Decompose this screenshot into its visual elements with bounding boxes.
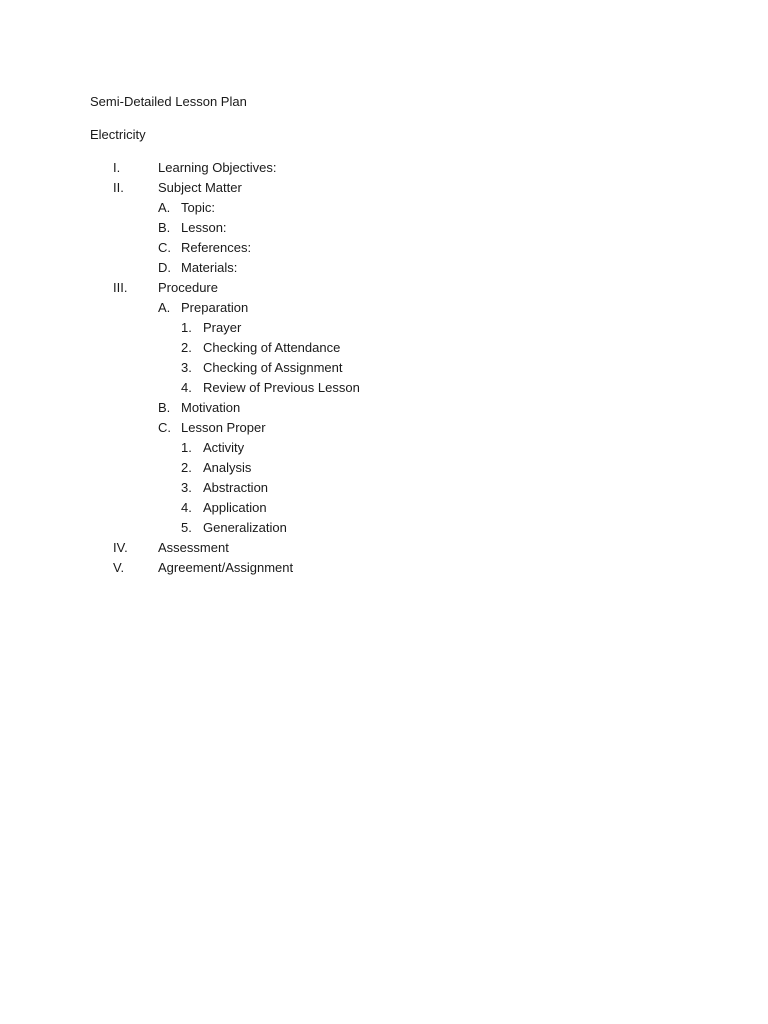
outline-item-marker: I. [113, 160, 121, 175]
outline-item-marker: C. [158, 420, 171, 435]
outline-item-text: Topic: [181, 200, 215, 215]
outline-item-marker: 3. [181, 360, 192, 375]
outline-item [0, 420, 768, 440]
outline-item [0, 380, 768, 400]
outline-item [0, 260, 768, 280]
outline-item-text: Checking of Assignment [203, 360, 343, 375]
outline-item-marker: V. [113, 560, 125, 575]
outline-item-marker: D. [158, 260, 171, 275]
outline-item [0, 560, 768, 580]
outline-item-text: Application [203, 500, 267, 515]
outline-item [0, 300, 768, 320]
outline-item-marker: B. [158, 400, 171, 415]
outline-item [0, 480, 768, 500]
document-subtitle: Electricity [90, 127, 146, 142]
outline-item [0, 360, 768, 380]
outline-item-text: Checking of Attendance [203, 340, 341, 355]
outline-item-text: Prayer [203, 320, 242, 335]
outline-item-marker: 1. [181, 440, 192, 455]
outline-item-text: Activity [203, 440, 245, 455]
outline-item-text: Learning Objectives: [158, 160, 277, 175]
outline-item [0, 520, 768, 540]
outline-item [0, 440, 768, 460]
outline-item [0, 220, 768, 240]
outline-item [0, 160, 768, 180]
lesson-outline [0, 160, 768, 580]
outline-item-marker: C. [158, 240, 171, 255]
outline-item-marker: IV. [113, 540, 128, 555]
outline-item-text: Lesson: [181, 220, 227, 235]
outline-item-text: Procedure [158, 280, 218, 295]
outline-item-marker: 4. [181, 500, 192, 515]
outline-item [0, 180, 768, 200]
outline-item-text: Analysis [203, 460, 252, 475]
outline-item [0, 200, 768, 220]
outline-item-marker: 5. [181, 520, 192, 535]
outline-item [0, 320, 768, 340]
outline-item [0, 500, 768, 520]
outline-item-text: Preparation [181, 300, 249, 315]
outline-item-marker: A. [158, 300, 171, 315]
outline-item-marker: 3. [181, 480, 192, 495]
outline-item-marker: III. [113, 280, 128, 295]
outline-item-marker: A. [158, 200, 171, 215]
outline-item [0, 340, 768, 360]
outline-item [0, 540, 768, 560]
outline-item-text: Abstraction [203, 480, 269, 495]
outline-item-text: Subject Matter [158, 180, 242, 195]
outline-item-marker: 2. [181, 340, 192, 355]
outline-item-marker: II. [113, 180, 124, 195]
outline-item-text: References: [181, 240, 252, 255]
outline-item [0, 400, 768, 420]
outline-item-marker: 2. [181, 460, 192, 475]
outline-item-marker: 4. [181, 380, 192, 395]
outline-item-text: Agreement/Assignment [158, 560, 294, 575]
document-title: Semi-Detailed Lesson Plan [90, 94, 247, 109]
outline-item [0, 460, 768, 480]
outline-item-marker: B. [158, 220, 171, 235]
outline-item [0, 240, 768, 260]
outline-item-text: Generalization [203, 520, 287, 535]
outline-item-text: Review of Previous Lesson [203, 380, 360, 395]
outline-item [0, 280, 768, 300]
outline-item-text: Assessment [158, 540, 229, 555]
outline-item-text: Materials: [181, 260, 238, 275]
outline-item-text: Lesson Proper [181, 420, 266, 435]
outline-item-marker: 1. [181, 320, 192, 335]
outline-item-text: Motivation [181, 400, 241, 415]
